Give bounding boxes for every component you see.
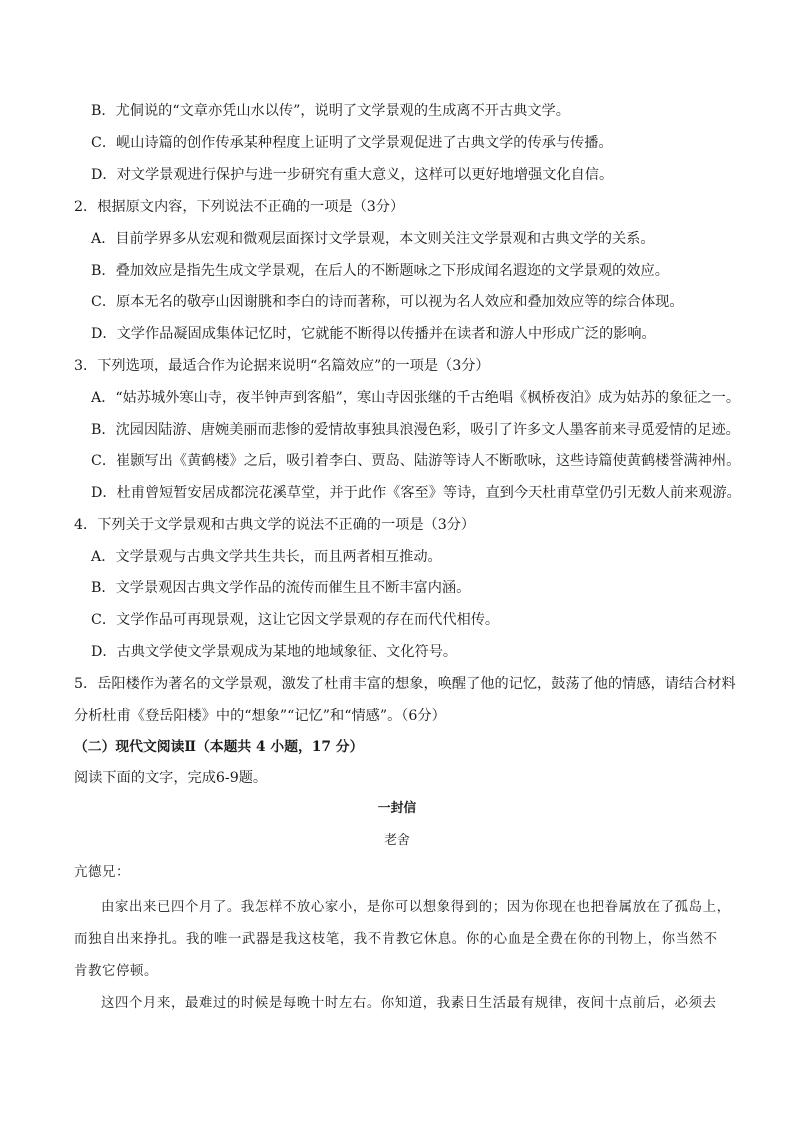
q2-option-c: C．原本无名的敬亭山因谢朓和李白的诗而著称，可以视为名人效应和叠加效应等的综合体现。 [91, 294, 684, 310]
q1-option-c: C．岘山诗篇的创作传承某种程度上证明了文学景观促进了古典文学的传承与传播。 [91, 135, 613, 151]
q5-line-2: 分析杜甫《登岳阳楼》中的“想象”“记忆”和“情感”。（6分） [74, 708, 446, 724]
letter-salutation: 亢德兄： [74, 865, 130, 880]
q4-option-a: A．文学景观与古典文学共生共长，而且两者相互推动。 [91, 549, 442, 565]
q3-option-c: C．崔颢写出《黄鹤楼》之后，吸引着李白、贾岛、陆游等诗人不断歌咏，这些诗篇使黄鹤楼誉满神州。 [91, 453, 741, 469]
q4-option-d: D．古典文学使文学景观成为某地的地域象征、文化符号。 [91, 644, 458, 660]
q2-option-b: B．叠加效应是指先生成文学景观，在后人的不断题咏之下形成闻名遐迩的文学景观的效应。 [91, 263, 669, 279]
q2-option-d: D．文学作品凝固成集体记忆时，它就能不断得以传播并在读者和游人中形成广泛的影响。 [91, 326, 656, 342]
article-title: 一封信 [377, 801, 417, 816]
section-heading: （二）现代文阅读Ⅱ（本题共 4 小题，17 分） [74, 739, 364, 755]
q3-option-b: B．沈园因陆游、唐婉美丽而悲惨的爱情故事独具浪漫色彩，吸引了许多文人墨客前来寻觅爱情的足迹。 [91, 422, 740, 438]
reading-instruction: 阅读下面的文字，完成6-9题。 [74, 770, 268, 786]
q2-option-a: A．目前学界多从宏观和微观层面探讨文学景观，本文则关注文学景观和古典文学的关系。 [91, 231, 655, 247]
q2-stem: 2．根据原文内容，下列说法不正确的一项是（3分） [74, 199, 405, 215]
letter-para1-line1: 由家出来已四个月了。我怎样不放心家小，是你可以想象得到的；因为你现在也把眷属放在了孤岛上， [101, 900, 731, 915]
q1-option-d: D．对文学景观进行保护与进一步研究有重大意义，这样可以更好地增强文化自信。 [91, 167, 614, 183]
q3-option-a: A．“姑苏城外寒山寺，夜半钟声到客船”，寒山寺因张继的千古绝唱《枫桥夜泊》成为姑苏的象征之一。 [91, 390, 741, 406]
q4-stem: 4．下列关于文学景观和古典文学的说法不正确的一项是（3分） [74, 517, 476, 533]
letter-para1-line3: 肯教它停顿。 [74, 964, 158, 979]
q1-option-b: B．尤侗说的“文章亦凭山水以传”，说明了文学景观的生成离不开古典文学。 [91, 103, 570, 119]
q3-stem: 3．下列选项，最适合作为论据来说明“名篇效应”的一项是（3分） [74, 358, 490, 374]
q5-line-1: 5．岳阳楼作为著名的文学景观，激发了杜甫丰富的想象，唤醒了他的记忆，鼓荡了他的情感，请结合材料 [74, 676, 736, 692]
q4-option-b: B．文学景观因古典文学作品的流传而催生且不断丰富内涵。 [91, 580, 471, 596]
q4-option-c: C．文学作品可再现景观，这让它因文学景观的存在而代代相传。 [91, 612, 500, 628]
article-author: 老舍 [384, 833, 410, 848]
letter-para2-line1: 这四个月来，最难过的时候是每晚十时左右。你知道，我素日生活最有规律，夜间十点前后，必须去 [101, 996, 717, 1011]
letter-para1-line2: 而独自出来挣扎。我的唯一武器是我这枝笔，我不肯教它休息。你的心血是全费在你的刊物上，你当然不 [74, 932, 718, 947]
q3-option-d: D．杜甫曾短暂安居成都浣花溪草堂，并于此作《客至》等诗，直到今天杜甫草堂仍引无数人前来观游。 [91, 485, 741, 501]
